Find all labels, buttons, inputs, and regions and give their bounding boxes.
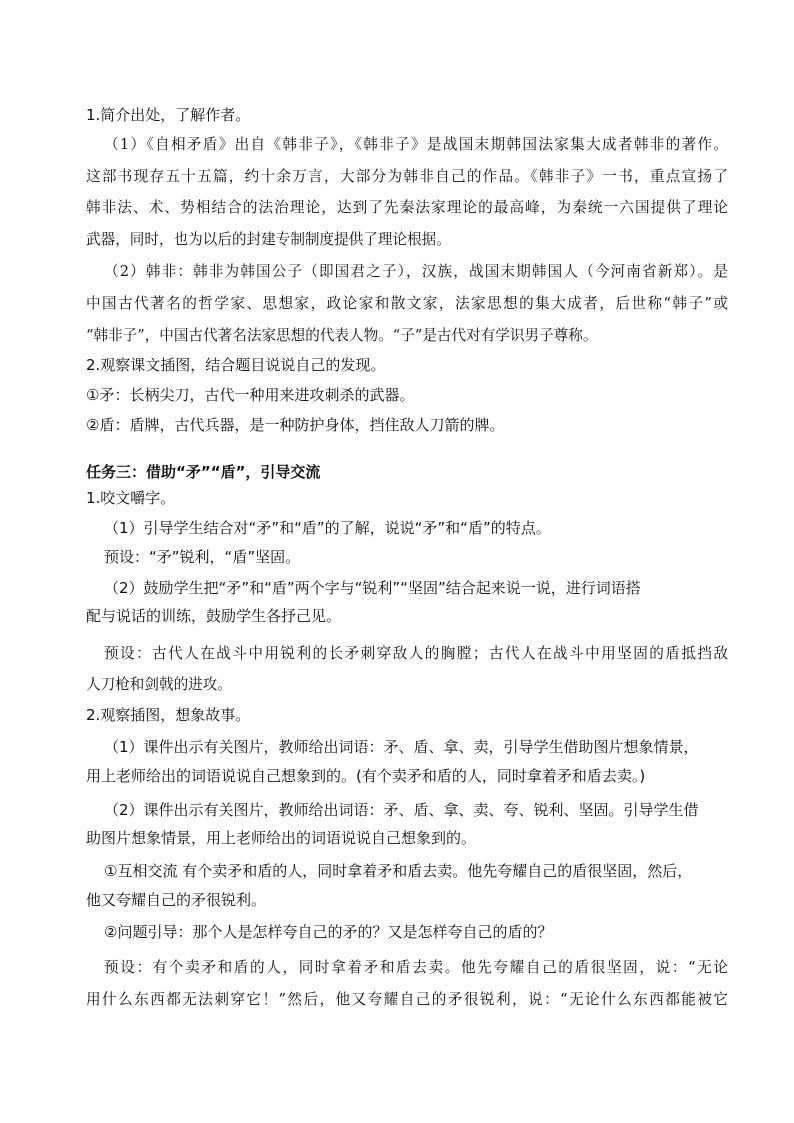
exchange-line-1: ①互相交流 有个卖矛和盾的人，同时拿着矛和盾去卖。他先夸耀自己的盾很坚固，然后， xyxy=(104,862,693,880)
activity-1-2-line-2: 配与说话的训练，鼓励学生各抒己见。 xyxy=(86,607,342,625)
preset-1-1: 预设：“矛”锐利，“盾”坚固。 xyxy=(104,548,301,566)
question-guide: ②问题引导：那个人是怎样夸自己的矛的？又是怎样夸自己的盾的？ xyxy=(104,923,553,941)
activity-2-2-line-1: （2）课件出示有关图片，教师给出词语：矛、盾、拿、卖、夸、锐利、坚固。引导学生借 xyxy=(104,801,699,819)
subsection-heading-words: 1.咬文嚼字。 xyxy=(86,489,176,507)
paragraph-source-line-4: 武器，同时，也为以后的封建专制制度提供了理论根据。 xyxy=(86,231,451,248)
task-three-title: 任务三：借助“矛”“盾”，引导交流 xyxy=(86,463,321,481)
preset-2-line-2: 用什么东西都无法刺穿它！”然后，他又夸耀自己的矛很锐利，说：“无论什么东西都能被它 xyxy=(86,991,728,1008)
definition-spear: ①矛：长柄尖刀，古代一种用来进攻刺杀的武器。 xyxy=(86,386,415,404)
paragraph-source-line-2: 这部书现存五十五篇，约十余万言，大部分为韩非自己的作品。《韩非子》一书，重点宣扬了 xyxy=(86,168,728,185)
activity-1-1: （1）引导学生结合对“矛”和“盾”的了解，说说“矛”和“盾”的特点。 xyxy=(104,519,551,537)
paragraph-author-line-3: “韩非子”，中国古代著名法家思想的代表人物。“子”是古代对有学识男子尊称。 xyxy=(86,327,598,344)
paragraph-author-line-2: 中国古代著名的哲学家、思想家，政论家和散文家，法家思想的集大成者，后世称“韩子”或 xyxy=(86,295,728,312)
subsection-heading-illustration: 2.观察插图，想象故事。 xyxy=(86,706,251,724)
definition-shield: ②盾：盾牌，古代兵器，是一种防护身体，挡住敌人刀箭的牌。 xyxy=(86,416,505,434)
activity-2-1-line-1: （1）课件出示有关图片，教师给出词语：矛、盾、拿、卖，引导学生借助图片想象情景， xyxy=(104,738,699,756)
paragraph-source-line-1: （1）《自相矛盾》出自《韩非子》，《韩非子》是战国末期韩国法家集大成者韩非的著作。 xyxy=(104,136,728,153)
preset-2-line-1: 预设：有个卖矛和盾的人，同时拿着矛和盾去卖。他先夸耀自己的盾很坚固，说：“无论 xyxy=(104,959,728,976)
section-heading-intro: 1.简介出处，了解作者。 xyxy=(86,106,251,124)
exchange-line-2: 他又夸耀自己的矛很锐利。 xyxy=(86,891,267,909)
preset-1-2-line-2: 人刀枪和剑戟的进攻。 xyxy=(86,676,232,693)
activity-2-1-line-2: 用上老师给出的词语说说自己想象到的。(有个卖矛和盾的人，同时拿着矛和盾去卖。) xyxy=(86,767,646,785)
activity-1-2-line-1: （2）鼓励学生把“矛”和“盾”两个字与“锐利”“坚固”结合起来说一说，进行词语搭 xyxy=(104,579,641,597)
paragraph-source-line-3: 韩非法、术、势相结合的法治理论，达到了先秦法家理论的最高峰，为秦统一六国提供了理论 xyxy=(86,199,728,216)
preset-1-2-line-1: 预设：古代人在战斗中用锐利的长矛刺穿敌人的胸膛；古代人在战斗中用坚固的盾抵挡敌 xyxy=(104,645,728,662)
section-heading-observe: 2.观察课文插图，结合题目说说自己的发现。 xyxy=(86,356,386,374)
activity-2-2-line-2: 助图片想象情景，用上老师给出的词语说说自己想象到的。 xyxy=(86,829,477,847)
paragraph-author-line-1: （2）韩非：韩非为韩国公子（即国君之子），汉族，战国末期韩国人（今河南省新郑）。是 xyxy=(104,263,728,280)
